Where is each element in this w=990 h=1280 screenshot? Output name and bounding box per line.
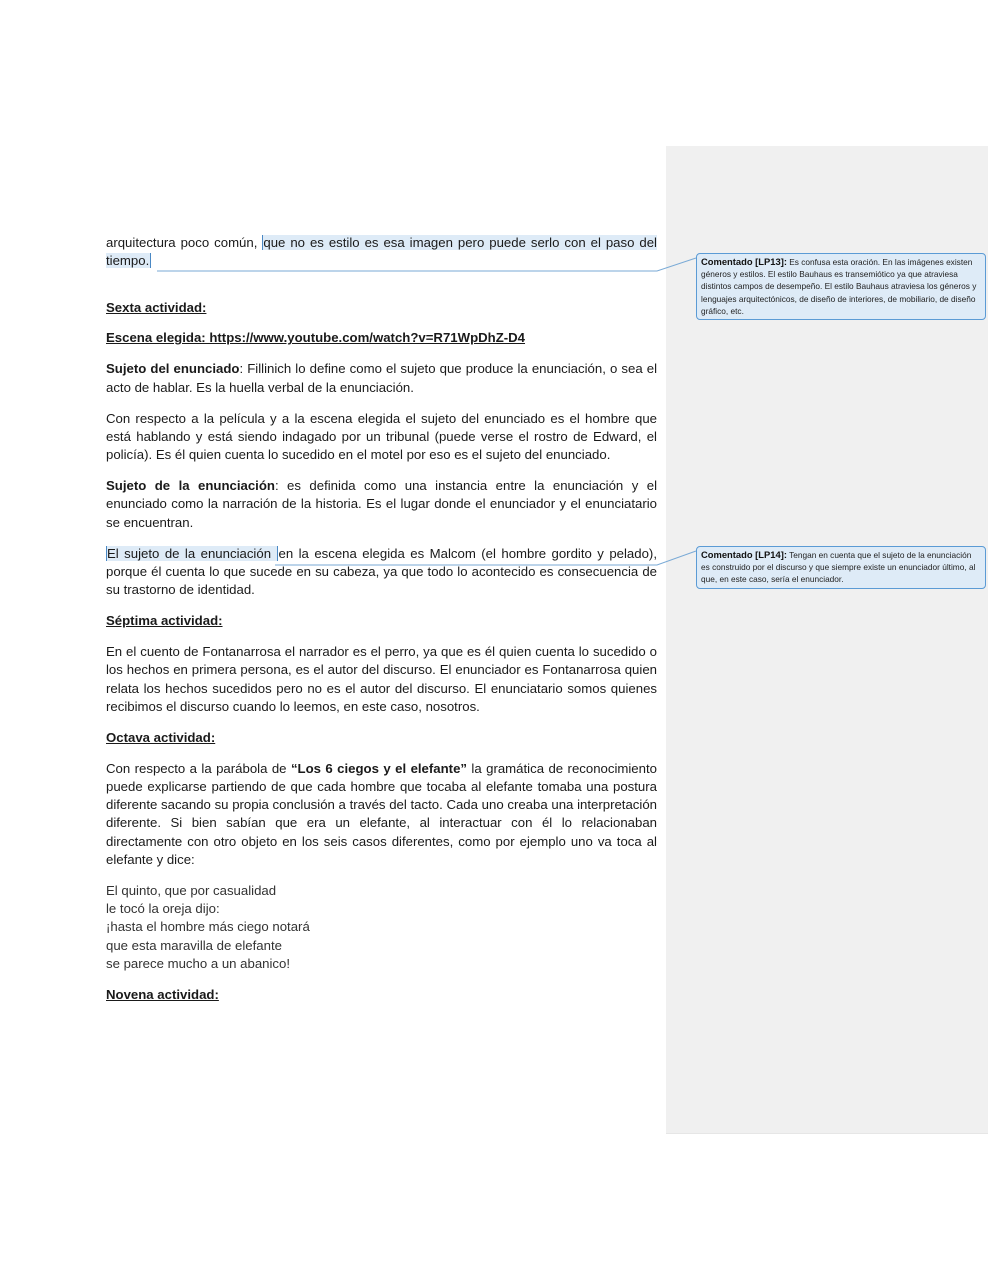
poem-line: El quinto, que por casualidad	[106, 882, 277, 898]
poem-line: se parece mucho a un abanico!	[106, 955, 291, 971]
paragraph-pelicula: Con respecto a la película y a la escena elegida el sujeto del enunciado es el hombre que está hablando y está siendo indagado por un tribunal (puede verse el rostro de Edward, el policía). Es él quien cuenta lo sucedido en el motel por eso es el sujeto del enunciado.	[106, 410, 657, 463]
comment-balloon-lp14[interactable]	[696, 546, 986, 589]
paragraph-parabola	[106, 760, 657, 870]
paragraph-fontanarrosa: En el cuento de Fontanarrosa el narrador es el perro, ya que es él quien cuenta lo sucedido o los hechos en primera persona, es el autor del discurso. El enunciador es Fontanarrosa quien relata los hechos sucedidos pero no es el autor del discurso. El enunciatario somos quienes recibimos el discurso cuando lo leemos, en este caso, nosotros.	[106, 643, 657, 714]
heading-octava-actividad: Octava actividad:	[106, 729, 216, 745]
paragraph-arquitectura	[106, 234, 657, 271]
poem-line: le tocó la oreja dijo:	[106, 901, 220, 917]
heading-sexta-actividad: Sexta actividad:	[106, 299, 207, 315]
parabola-title: “Los 6 ciegos y el elefante”	[290, 760, 467, 776]
paragraph-text: Con respecto a la parábola de	[106, 760, 291, 776]
paragraph-sujeto-enunciacion	[106, 477, 657, 532]
comment-text: Tengan en cuenta que el sujeto de la enunciación es construido por el discurso y que siempre existe un enunciador último, al que, en este caso, sería el enunciador.	[701, 550, 976, 585]
paragraph-text: : Fillinich lo define como el sujeto que produce la enunciación, o sea el acto de hablar. Es la huella verbal de la enunciación.	[106, 361, 658, 395]
paragraph-sujeto-enunciado	[106, 360, 657, 397]
paragraph-malcom	[106, 545, 657, 600]
heading-novena-actividad: Novena actividad:	[106, 986, 219, 1002]
poem-quote	[106, 882, 657, 973]
commented-text-lp14[interactable]: El sujeto de la enunciación	[107, 545, 277, 561]
heading-septima-actividad: Séptima actividad:	[106, 613, 223, 629]
term-sujeto-enunciado: Sujeto del enunciado	[106, 361, 240, 377]
comment-balloon-lp13[interactable]	[696, 253, 986, 320]
document-body	[106, 234, 657, 1016]
comment-author: Comentado [LP14]:	[701, 549, 787, 560]
comment-text: Es confusa esta oración. En las imágenes existen géneros y estilos. El estilo Bauhaus es transemiótico ya que atraviesa distintos campos de desempeño. El estilo Bauhaus atraviesa los géneros y lenguajes arquitectónicos, de diseño de interiores, de mobiliario, de diseño gráfico, etc.	[701, 257, 977, 316]
poem-line: que esta maravilla de elefante	[106, 937, 282, 953]
comment-author: Comentado [LP13]:	[701, 256, 787, 267]
paragraph-text: la gramática de reconocimiento puede explicarse partiendo de que cada hombre que tocaba al elefante tomaba una postura diferente sacando su propia conclusión a través del tacto. Cada uno creaba una interpretación diferente. Si bien sabían que era un elefante, al interactuar con él lo relacionaban directamente con otro objeto en los seis casos diferentes, como por ejemplo uno va toca al elefante y dice:	[106, 760, 657, 868]
commented-text-lp13[interactable]: que no es estilo es esa imagen pero puede serlo con el paso del tiempo.	[106, 235, 657, 269]
poem-line: ¡hasta el hombre más ciego notará	[106, 919, 310, 935]
term-sujeto-enunciacion: Sujeto de la enunciación	[106, 478, 275, 494]
paragraph-text: : es definida como una instancia entre la enunciación y el enunciado como la narración de la historia. Es el lugar donde el enunciador y el enunciatario se encuentran.	[106, 478, 657, 530]
heading-escena-elegida-link[interactable]: Escena elegida: https://www.youtube.com/watch?v=R71WpDhZ-D4	[106, 330, 526, 346]
paragraph-text: en la escena elegida es Malcom (el hombre gordito y pelado), porque él cuenta lo que sucede en su cabeza, ya que todo lo acontecido es consecuencia de su trastorno de identidad.	[106, 545, 657, 598]
paragraph-text: arquitectura poco común,	[106, 235, 263, 250]
